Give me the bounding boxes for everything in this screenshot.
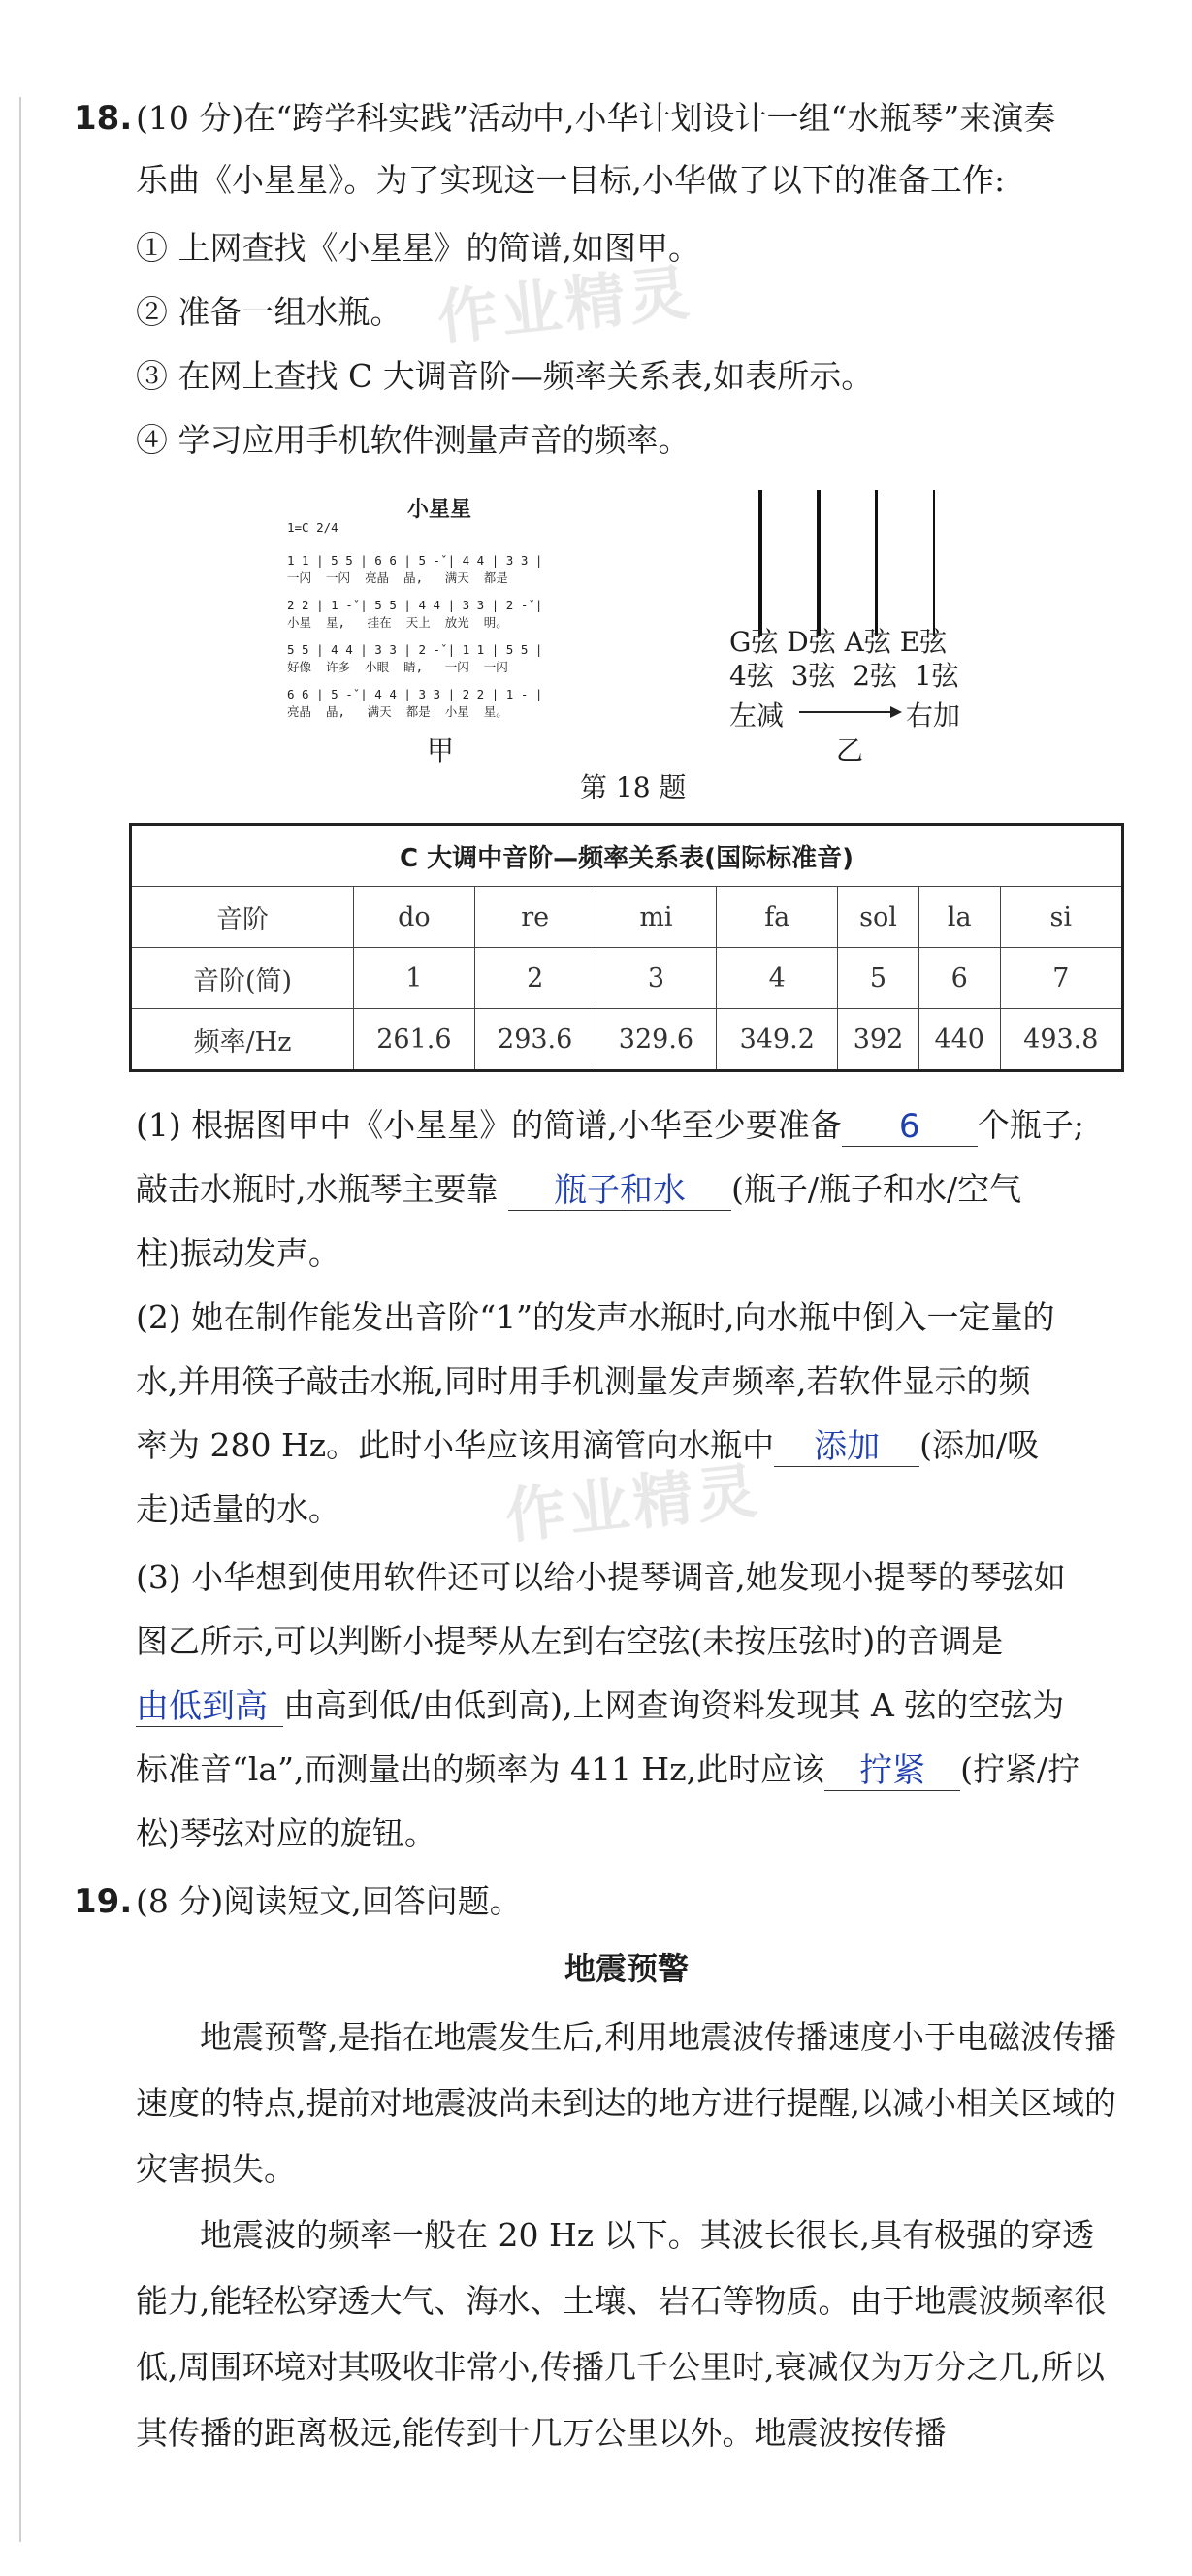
text: 标准音“la”,而测量出的频率为 411 Hz,此时应该 (136, 1750, 825, 1788)
text: (1) 根据图甲中《小星星》的简谱,小华至少要准备 (136, 1106, 842, 1144)
q18-part1-line-1 (136, 1104, 1084, 1147)
question-19-number: 19. (74, 1882, 133, 1921)
figure-yi-label: 乙 (836, 734, 864, 766)
text: 个瓶子; (977, 1106, 1084, 1144)
q18-part1-line-2 (136, 1168, 1021, 1211)
q18-step-4: ④ 学习应用手机软件测量声音的频率。 (136, 421, 691, 459)
right-arrow-icon (797, 701, 904, 724)
a-string (875, 490, 878, 636)
table-row (131, 887, 1123, 948)
row-label: 音阶 (131, 887, 354, 948)
q18-part3-line-4 (136, 1748, 1079, 1791)
table-cell: 293.6 (474, 1009, 596, 1071)
answer-tuning-action[interactable]: 拧紧 (824, 1751, 960, 1791)
table-cell: 349.2 (717, 1009, 838, 1071)
q18-step-3: ③ 在网上查找 C 大调音阶—频率关系表,如表所示。 (136, 357, 874, 395)
strings-right-label: 右加 (906, 700, 961, 732)
table-title-row (131, 825, 1123, 887)
table-title: C 大调中音阶—频率关系表(国际标准音) (131, 825, 1123, 887)
table-cell: 7 (1000, 948, 1122, 1009)
question-18-number: 18. (74, 99, 133, 138)
score-key: 1=C 2/4 (287, 520, 338, 535)
q18-intro-line-2: 乐曲《小星星》。为了实现这一目标,小华做了以下的准备工作: (136, 161, 1006, 199)
answer-vibration-source[interactable]: 瓶子和水 (508, 1171, 731, 1211)
d-string (817, 490, 821, 636)
table-cell: 440 (918, 1009, 1000, 1071)
table-cell: 329.6 (596, 1009, 717, 1071)
strings-left-label: 左减 (729, 700, 785, 732)
table-cell: 1 (354, 948, 475, 1009)
q18-part2-line-1: (2) 她在制作能发出音阶“1”的发声水瓶时,向水瓶中倒入一定量的 (136, 1298, 1055, 1336)
table-cell: 3 (596, 948, 717, 1009)
text: (拧紧/拧 (960, 1750, 1080, 1788)
q18-intro-line-1: (10 分)在“跨学科实践”活动中,小华计划设计一组“水瓶琴”来演奏 (136, 99, 1056, 137)
table-cell: 2 (474, 948, 596, 1009)
q18-step-1: ① 上网查找《小星星》的简谱,如图甲。 (136, 229, 700, 267)
text: 敲击水瓶时,水瓶琴主要靠 (136, 1170, 499, 1208)
table-cell: la (918, 887, 1000, 948)
score-lyric: 好像 许多 小眼 睛, 一闪 一闪 (287, 660, 508, 674)
table-cell: 493.8 (1000, 1009, 1122, 1071)
passage-paragraph-2: 地震波的频率一般在 20 Hz 以下。其波长很长,具有极强的穿透能力,能轻松穿透大气、海水、土壤、岩石等物质。由于地震波频率很低,周围环境对其吸收非常小,传播几千公里时,衰减仅为万分之几,所以其传播的距离极远,能传到十几万公里以外。地震波按传播 (136, 2216, 1107, 2452)
table-cell: 6 (918, 948, 1000, 1009)
table-cell: fa (717, 887, 838, 948)
table-cell: do (354, 887, 475, 948)
watermark: 作业精灵 (501, 1454, 764, 1552)
g-string (758, 490, 762, 636)
table-row (131, 1009, 1123, 1071)
q18-part3-line-1: (3) 小华想到使用软件还可以给小提琴调音,她发现小提琴的琴弦如 (136, 1558, 1066, 1596)
table-cell: 4 (717, 948, 838, 1009)
text: (添加/吸 (919, 1426, 1040, 1464)
table-cell: si (1000, 887, 1122, 948)
q18-part3-line-2: 图乙所示,可以判断小提琴从左到右空弦(未按压弦时)的音调是 (136, 1622, 1004, 1660)
row-label: 音阶(简) (131, 948, 354, 1009)
figure-jia-label: 甲 (427, 734, 455, 766)
q19-intro: (8 分)阅读短文,回答问题。 (136, 1882, 522, 1920)
e-string (933, 490, 935, 636)
score-line: 2 2 | 1 -ˇ| 5 5 | 4 4 | 3 3 | 2 -ˇ| (287, 598, 543, 612)
text: 由高到低/由低到高),上网查询资料发现其 A 弦的空弦为 (283, 1686, 1065, 1724)
strings-names: G弦 D弦 A弦 E弦 (729, 626, 948, 658)
figure-caption: 第 18 题 (580, 771, 687, 803)
q18-part3-line-3 (136, 1684, 1064, 1727)
table-cell: 261.6 (354, 1009, 475, 1071)
score-title: 小星星 (407, 498, 472, 522)
table-cell: 5 (838, 948, 919, 1009)
score-line: 5 5 | 4 4 | 3 3 | 2 -ˇ| 1 1 | 5 5 | (287, 642, 543, 657)
score-line: 6 6 | 5 -ˇ| 4 4 | 3 3 | 2 2 | 1 - | (287, 687, 543, 701)
text: (瓶子/瓶子和水/空气 (731, 1170, 1022, 1208)
row-label: 频率/Hz (131, 1009, 354, 1071)
strings-numbers: 4弦 3弦 2弦 1弦 (729, 660, 959, 692)
table-cell: mi (596, 887, 717, 948)
answer-water-action[interactable]: 添加 (774, 1427, 919, 1467)
q18-part2-line-4: 走)适量的水。 (136, 1490, 340, 1528)
table-cell: re (474, 887, 596, 948)
score-lyric: 小星 星, 挂在 天上 放光 明。 (287, 615, 508, 630)
score-line: 1 1 | 5 5 | 6 6 | 5 -ˇ| 4 4 | 3 3 | (287, 553, 543, 568)
margin-rule (19, 97, 21, 2542)
watermark: 作业精灵 (434, 256, 696, 354)
passage-paragraph-1: 地震预警,是指在地震发生后,利用地震波传播速度小于电磁波传播速度的特点,提前对地震波尚未到达的地方进行提醒,以减小相关区域的灾害损失。 (136, 2018, 1116, 2188)
table-cell: 392 (838, 1009, 919, 1071)
frequency-table (129, 823, 1124, 1072)
score-lyric: 一闪 一闪 亮晶 晶, 满天 都是 (287, 571, 508, 585)
passage-title: 地震预警 (564, 1950, 690, 1987)
q18-part1-line-3: 柱)振动发声。 (136, 1234, 340, 1272)
q18-part2-line-2: 水,并用筷子敲击水瓶,同时用手机测量发声频率,若软件显示的频 (136, 1362, 1031, 1400)
table-cell: sol (838, 887, 919, 948)
text: 率为 280 Hz。此时小华应该用滴管向水瓶中 (136, 1426, 775, 1464)
q18-step-2: ② 准备一组水瓶。 (136, 293, 403, 331)
answer-bottle-count[interactable]: 6 (842, 1107, 978, 1147)
score-lyric: 亮晶 晶, 满天 都是 小星 星。 (287, 704, 508, 719)
q18-part3-line-5: 松)琴弦对应的旋钮。 (136, 1814, 436, 1852)
answer-pitch-order[interactable]: 由低到高 (136, 1687, 283, 1727)
table-row (131, 948, 1123, 1009)
